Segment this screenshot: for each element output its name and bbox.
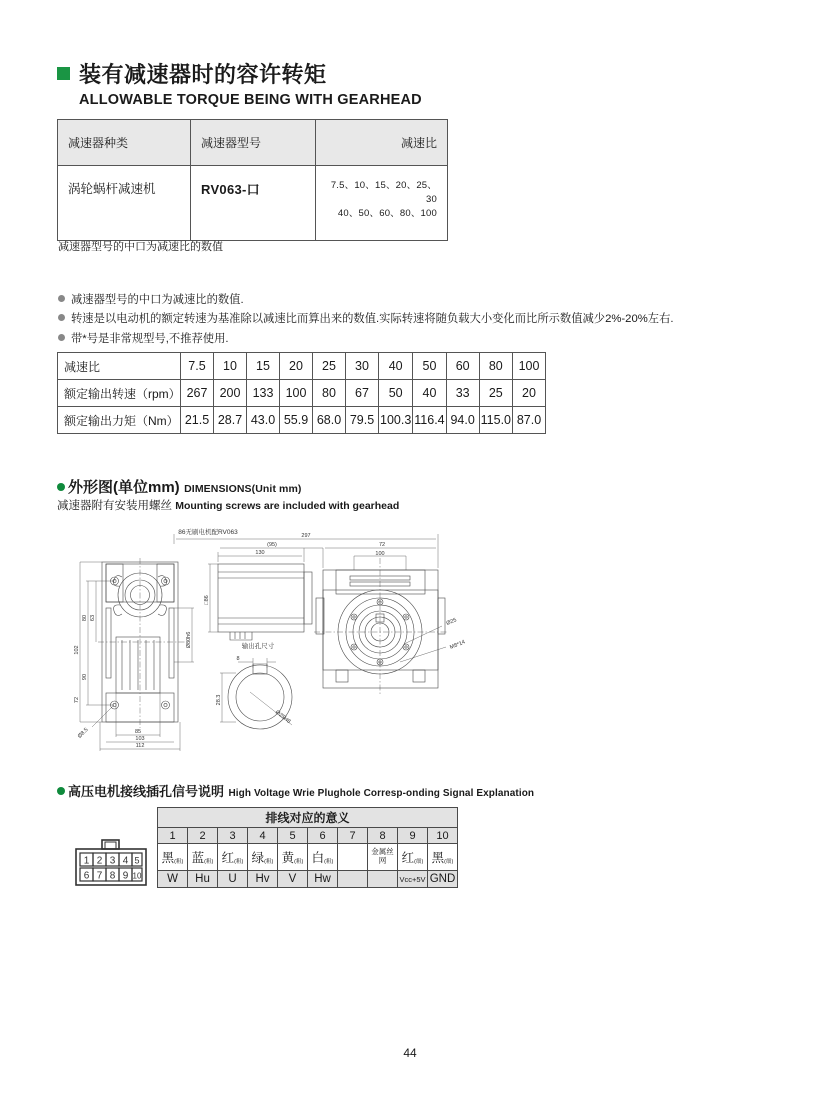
table-cell: 40 bbox=[413, 380, 446, 407]
wiring-signal-row bbox=[158, 871, 458, 888]
table-cell: 87.0 bbox=[513, 407, 546, 434]
wire-color-cell: 金属丝网 bbox=[368, 844, 398, 871]
wire-gauge-note: (粗) bbox=[174, 859, 184, 865]
wire-color-cell: 白(粗) bbox=[308, 844, 338, 871]
dimension-drawing bbox=[70, 522, 570, 757]
dim-v72: 72 bbox=[74, 696, 80, 704]
ratios-line-1: 7.5、10、15、20、25、30 bbox=[330, 180, 437, 205]
section-title-row bbox=[57, 58, 422, 89]
note-item bbox=[58, 330, 674, 349]
table-row bbox=[58, 166, 448, 241]
pin-index-cell: 5 bbox=[278, 828, 308, 844]
table-row bbox=[58, 353, 546, 380]
pin-index-cell: 6 bbox=[308, 828, 338, 844]
cell-gearhead-model: RV063-口 bbox=[191, 166, 316, 241]
dim-sq86: □86 bbox=[204, 595, 210, 605]
round-bullet-icon bbox=[58, 334, 65, 341]
dim-v90: 90 bbox=[82, 673, 88, 681]
wire-gauge-note: (粗) bbox=[234, 859, 244, 865]
section-title-en: ALLOWABLE TORQUE BEING WITH GEARHEAD bbox=[79, 92, 422, 108]
round-bullet-icon bbox=[58, 295, 65, 302]
page-number: 44 bbox=[403, 1046, 417, 1060]
signal-cell: Hw bbox=[308, 871, 338, 888]
wiring-color-row bbox=[158, 844, 458, 871]
section-title-cn: 装有减速器时的容许转矩 bbox=[79, 63, 327, 88]
round-bullet-icon bbox=[57, 483, 65, 491]
signal-cell: Hv bbox=[248, 871, 278, 888]
table-cell: 100.3 bbox=[379, 407, 413, 434]
signal-cell bbox=[338, 871, 368, 888]
wire-color-cell: 红(细) bbox=[398, 844, 428, 871]
table-cell: 60 bbox=[446, 353, 479, 380]
table-cell: 7.5 bbox=[181, 353, 214, 380]
note-item bbox=[58, 310, 674, 329]
round-bullet-icon bbox=[58, 314, 65, 321]
wire-gauge-note: (细) bbox=[444, 859, 454, 865]
note-text: 转速是以电动机的额定转速为基准除以减速比而算出来的数值.实际转速将随负载大小变化而比所示数值减少2%-20%左右. bbox=[71, 313, 674, 326]
connector-pin-label: 5 bbox=[134, 855, 140, 866]
dimensions-title-en: DIMENSIONS(Unit mm) bbox=[184, 483, 302, 495]
pin-index-cell: 8 bbox=[368, 828, 398, 844]
connector-pin-label: 3 bbox=[109, 855, 116, 867]
table-cell: 30 bbox=[346, 353, 379, 380]
pin-index-cell: 7 bbox=[338, 828, 368, 844]
wiring-heading bbox=[57, 781, 534, 801]
table-cell: 94.0 bbox=[446, 407, 479, 434]
wire-color-cell: 黄(粗) bbox=[278, 844, 308, 871]
connector-pin-label: 10 bbox=[132, 871, 142, 881]
wire-gauge-note: (粗) bbox=[204, 859, 214, 865]
wire-color-cell: 黑(细) bbox=[428, 844, 458, 871]
table-cell: 21.5 bbox=[181, 407, 214, 434]
connector-pinout-diagram bbox=[72, 838, 152, 895]
table-cell: 67 bbox=[346, 380, 379, 407]
wiring-title-en: High Voltage Wrie Plughole Corresp-onding Signal Explanation bbox=[228, 788, 535, 799]
dim-dia8-5: Ø8.5 bbox=[76, 726, 90, 740]
pin-index-cell: 2 bbox=[188, 828, 218, 844]
row-label: 额定输出力矩（Nm） bbox=[58, 407, 181, 434]
wire-gauge-note: (粗) bbox=[294, 859, 304, 865]
dimensions-subtitle-en: Mounting screws are included with gearhead bbox=[175, 500, 400, 512]
dim-overall-297: 297 bbox=[301, 533, 311, 539]
table-cell: 20 bbox=[280, 353, 313, 380]
connector-pin-label: 7 bbox=[96, 870, 103, 882]
square-bullet-icon bbox=[57, 67, 70, 80]
table-cell: 50 bbox=[379, 380, 413, 407]
pin-index-cell: 10 bbox=[428, 828, 458, 844]
table-cell: 33 bbox=[446, 380, 479, 407]
dimensions-subtitle bbox=[57, 497, 399, 513]
connector-pin-label: 6 bbox=[83, 870, 90, 882]
table-cell: 50 bbox=[413, 353, 446, 380]
dim-h85: 85 bbox=[134, 729, 142, 735]
table-cell: 43.0 bbox=[247, 407, 280, 434]
th-reduction-ratio: 减速比 bbox=[316, 120, 448, 166]
dimensions-title-cn: 外形图(单位mm) bbox=[68, 479, 180, 496]
wiring-pin-index-row bbox=[158, 828, 458, 844]
table-cell: 15 bbox=[247, 353, 280, 380]
pin-index-cell: 1 bbox=[158, 828, 188, 844]
wire-color-cell: 蓝(粗) bbox=[188, 844, 218, 871]
connector-pin-label: 9 bbox=[122, 870, 129, 882]
wire-color-cell: 红(粗) bbox=[218, 844, 248, 871]
round-bullet-icon bbox=[57, 787, 65, 795]
ratios-line-2: 40、50、60、80、100 bbox=[337, 207, 437, 219]
table-row bbox=[58, 407, 546, 434]
signal-cell bbox=[368, 871, 398, 888]
dim-dia25: Ø25 bbox=[445, 617, 458, 627]
table-cell: 80 bbox=[479, 353, 512, 380]
signal-cell: Vcc+5V bbox=[398, 871, 428, 888]
pin-index-cell: 3 bbox=[218, 828, 248, 844]
dim-h112: 112 bbox=[135, 743, 145, 749]
wiring-signal-table bbox=[157, 807, 458, 888]
drawing-caption: 86无刷电机配RV063 bbox=[178, 529, 238, 536]
dimensions-heading bbox=[57, 476, 302, 497]
cell-gearhead-kind: 涡轮蜗杆减速机 bbox=[58, 166, 191, 241]
wire-gauge-note: (细) bbox=[414, 859, 424, 865]
table-cell: 10 bbox=[214, 353, 247, 380]
detail-caption: 输出孔尺寸 bbox=[241, 643, 275, 650]
wire-color-cell: 黑(粗) bbox=[158, 844, 188, 871]
table-cell: 68.0 bbox=[313, 407, 346, 434]
table-cell: 20 bbox=[513, 380, 546, 407]
dimensions-subtitle-cn: 减速器附有安装用螺丝 bbox=[57, 500, 172, 512]
dim-len-130: 130 bbox=[255, 550, 265, 556]
connector-pin-label: 8 bbox=[109, 870, 116, 882]
connector-pin-label: 2 bbox=[96, 855, 103, 867]
row-label: 减速比 bbox=[58, 353, 181, 380]
table-cell: 267 bbox=[181, 380, 214, 407]
wiring-title-cn: 高压电机接线插孔信号说明 bbox=[68, 784, 225, 799]
wiring-table-title-row bbox=[158, 808, 458, 828]
connector-pin-label: 1 bbox=[83, 855, 90, 867]
table-header-row bbox=[58, 120, 448, 166]
signal-cell: W bbox=[158, 871, 188, 888]
th-gearhead-kind: 减速器种类 bbox=[58, 120, 191, 166]
dim-len-72: 72 bbox=[378, 542, 386, 548]
notes-list bbox=[58, 291, 674, 349]
th-gearhead-model: 减速器型号 bbox=[191, 120, 316, 166]
table-cell: 133 bbox=[247, 380, 280, 407]
table-cell: 25 bbox=[313, 353, 346, 380]
wire-gauge-note: (粗) bbox=[264, 859, 274, 865]
table-cell: 200 bbox=[214, 380, 247, 407]
dim-thread: M8*14 bbox=[449, 639, 467, 651]
row-label: 额定输出转速（rpm） bbox=[58, 380, 181, 407]
note-text: 带*号是非常规型号,不推荐使用. bbox=[71, 332, 229, 345]
dim-h103: 103 bbox=[135, 736, 145, 742]
gearhead-spec-table bbox=[57, 119, 448, 241]
dim-bore: Ø25H8 bbox=[273, 709, 292, 725]
section-heading-torque bbox=[57, 58, 422, 108]
signal-cell: V bbox=[278, 871, 308, 888]
table-cell: 100 bbox=[513, 353, 546, 380]
dim-v63: 63 bbox=[90, 614, 96, 622]
table-cell: 25 bbox=[479, 380, 512, 407]
note-text: 减速器型号的中口为减速比的数值. bbox=[71, 294, 244, 306]
rated-output-table bbox=[57, 352, 546, 434]
dim-28-3: 28.3 bbox=[216, 694, 222, 706]
dim-v102: 102 bbox=[74, 645, 80, 655]
wire-gauge-note: (粗) bbox=[324, 859, 334, 865]
table-cell: 115.0 bbox=[479, 407, 512, 434]
signal-cell: GND bbox=[428, 871, 458, 888]
pin-index-cell: 9 bbox=[398, 828, 428, 844]
table-cell: 40 bbox=[379, 353, 413, 380]
connector-pin-label: 4 bbox=[122, 855, 129, 867]
table-cell: 116.4 bbox=[413, 407, 446, 434]
spec-table-footnote: 减速器型号的中口为减速比的数值 bbox=[58, 241, 223, 253]
dim-bracket-95: (95) bbox=[267, 542, 277, 548]
table-row bbox=[58, 380, 546, 407]
note-item bbox=[58, 291, 674, 310]
dim-len-100: 100 bbox=[375, 551, 385, 557]
wiring-table-title: 排线对应的意义 bbox=[158, 808, 458, 828]
wire-color-cell bbox=[338, 844, 368, 871]
dim-dia80h6: Ø80h6 bbox=[186, 631, 192, 649]
cell-reduction-ratios bbox=[316, 166, 448, 241]
table-cell: 55.9 bbox=[280, 407, 313, 434]
table-cell: 80 bbox=[313, 380, 346, 407]
table-cell: 100 bbox=[280, 380, 313, 407]
signal-cell: Hu bbox=[188, 871, 218, 888]
wire-color-cell: 绿(粗) bbox=[248, 844, 278, 871]
table-cell: 79.5 bbox=[346, 407, 379, 434]
dim-v80: 80 bbox=[82, 614, 88, 622]
signal-cell: U bbox=[218, 871, 248, 888]
dim-key8: 8 bbox=[236, 656, 240, 662]
table-cell: 28.7 bbox=[214, 407, 247, 434]
pin-index-cell: 4 bbox=[248, 828, 278, 844]
